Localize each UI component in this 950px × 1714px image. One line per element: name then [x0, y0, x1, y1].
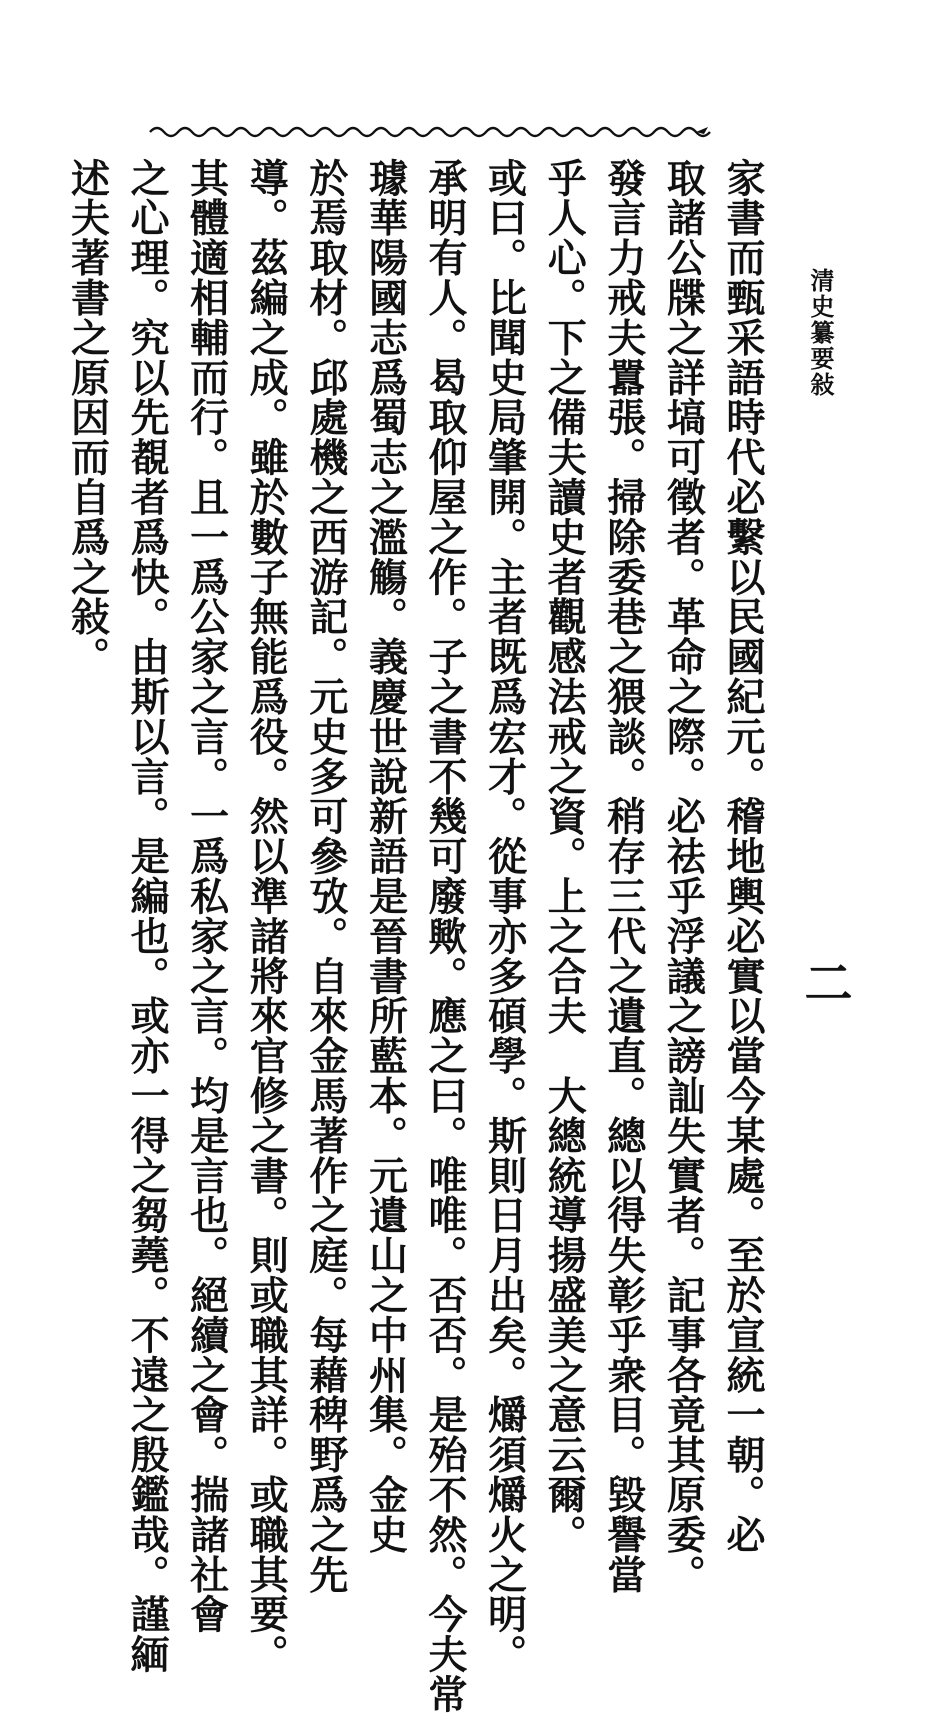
text-column: 述夫著書之原因而自爲之敍。	[64, 158, 111, 677]
page-number: 二	[796, 958, 852, 1006]
text-column: 之心理。究以先覩者爲快。由斯以言。是編也。或亦一得之芻蕘。不遠之殷鑑哉。謹緬	[124, 158, 171, 1675]
wavy-rule-graphic	[148, 122, 710, 142]
text-column: 或曰。比聞史局肇開。主者既爲宏才。從事亦多碩學。斯則日月出矣。爝須爝火之明。	[481, 158, 528, 1675]
text-column: 家書而甄采語時代必繫以民國紀元。稽地輿必實以當今某處。至於宣統一朝。必	[720, 158, 766, 1555]
running-head-title: 清史纂要敍	[806, 268, 835, 398]
text-column: 其體適相輔而行。且一爲公家之言。一爲私家之言。均是言也。絕續之會。揣諸社會	[183, 158, 230, 1635]
text-column: 乎人心。下之備夫讀史者觀感法戒之資。上之合夫 大總統導揚盛美之意云爾。	[541, 158, 588, 1555]
text-column: 導。茲編之成。雖於數子無能爲役。然以準諸將來官修之書。則或職其詳。或職其要。	[243, 158, 290, 1675]
text-column: 發言力戒夫囂張。掃除委巷之猥談。稍存三代之遺直。總以得失彰乎衆目。毀譽當	[600, 158, 647, 1595]
text-column: 取諸公牒之詳塙可徵者。革命之際。必祛乎浮議之謗訕失實者。記事各竟其原委。	[660, 158, 707, 1595]
text-column: 承明有人。曷取仰屋之作。子之書不幾可廢歟。應之曰。唯唯。否否。是殆不然。今夫常	[422, 158, 469, 1714]
wavy-rule-divider	[148, 122, 710, 142]
text-column: 於焉取材。邱處機之西游記。元史多可參攷。自來金馬著作之庭。每藉稗野爲之先	[302, 158, 349, 1595]
text-column: 璩華陽國志爲蜀志之濫觴。義慶世說新語是晉書所藍本。元遺山之中州集。金史	[362, 158, 409, 1555]
vertical-text-body	[64, 158, 772, 1714]
